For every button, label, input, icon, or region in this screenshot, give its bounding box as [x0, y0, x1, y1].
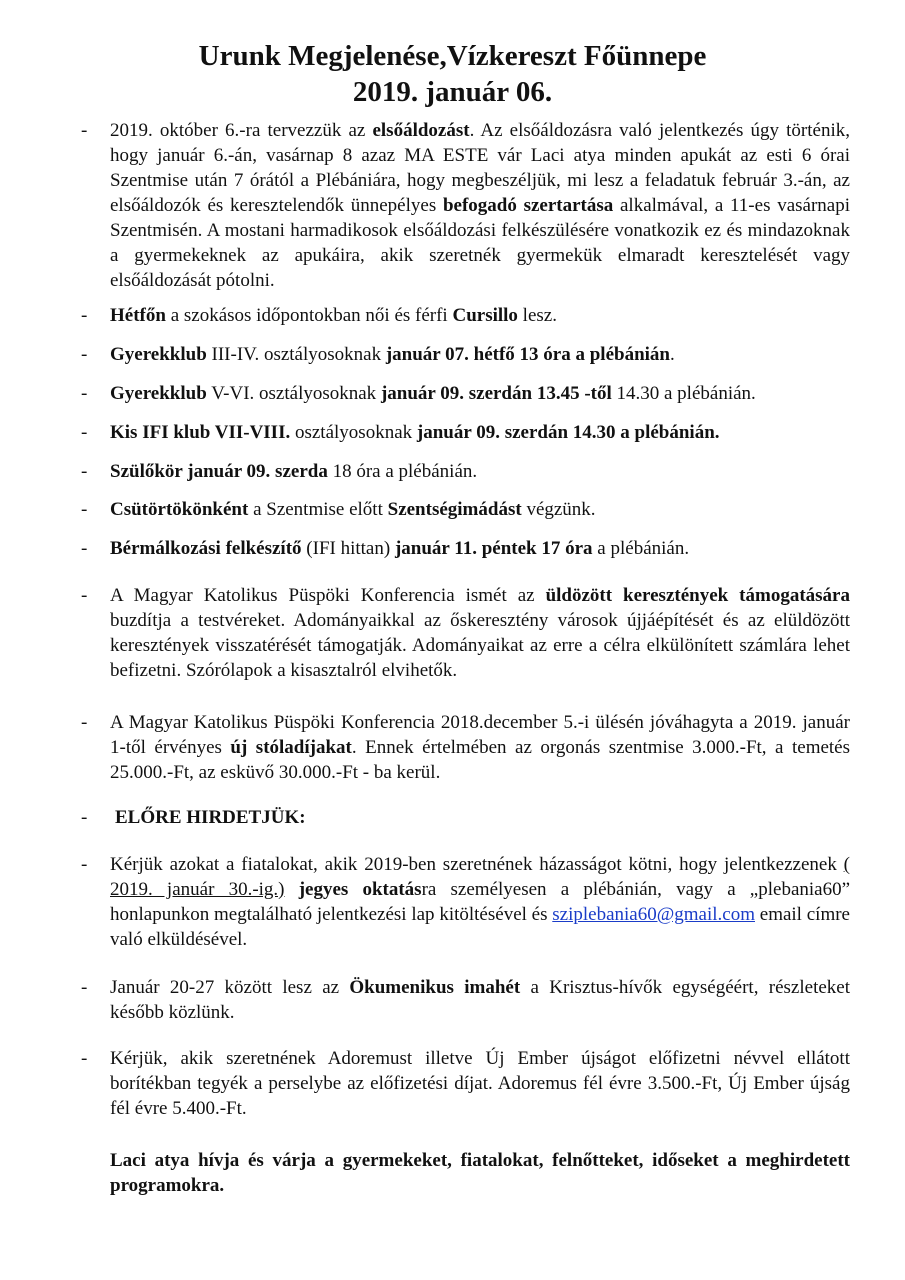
bullet-dash: -	[81, 305, 88, 326]
bullet-dash: -	[81, 712, 88, 733]
bullet-dash: -	[81, 422, 88, 443]
bullet-dash: -	[81, 461, 88, 482]
closing-invitation: Laci atya hívja és várja a gyermekeket, fiatalokat, felnőtteket, időseket a meghirdetett programokra.	[110, 1150, 850, 1196]
notice-cursillo: Hétfőn a szokásos időpontokban női és férfi Cursillo lesz.	[110, 305, 557, 326]
notice-youth-club: Kis IFI klub VII-VIII. osztályosoknak január 09. szerdán 14.30 a plébánián.	[110, 422, 720, 443]
bullet-dash: -	[81, 854, 88, 875]
notice-subscriptions: Kérjük, akik szeretnének Adoremust illetve Új Ember újságot előfizetni névvel ellátott borítékban tegyék a perselybe az előfizetési díjat. Adoremus fél évre 3.500.-Ft, Új Ember újság fél évre 5.400.-Ft.	[110, 1048, 850, 1119]
notice-first-communion: 2019. október 6.-ra tervezzük az elsőáldozást. Az elsőáldozásra való jelentkezés úgy történik, hogy január 6.-án, vasárnap 8 azaz MA ESTE vár Laci atya minden apukát az esti 6 órai Szentmise után 7 órától a Plébániára, hogy megbeszéljük, mi lesz a feladatuk február 3.-án, az elsőáldozók és keresztelendők ünnepélyes befogadó szertartása alkalmával, a 11-es vasárnapi Szentmisén. A mostani harmadikosok elsőáldozási felkészülésére vonatkozik ez és mindazoknak a gyermekeknek az apukáira, akik szeretnék gyermekük elmaradt keresztelését vagy elsőáldozását pótolni.	[110, 120, 850, 291]
announce-heading: ELŐRE HIRDETJÜK:	[115, 807, 306, 828]
bullet-dash: -	[81, 538, 88, 559]
page-date: 2019. január 06.	[352, 76, 553, 108]
notice-marriage-prep: Kérjük azokat a fiatalokat, akik 2019-ben szeretnének házasságot kötni, hogy jelentkezzenek ( 2019. január 30.-ig.) jegyes oktatásra személyesen a plébánián, vagy a „plebania60” honlapunkon megtalálható jelentkezési lap kitöltésével és sziplebania60@gmail.com email címre való elküldésével.	[110, 854, 851, 950]
bullet-dash: -	[81, 585, 88, 606]
bullet-dash: -	[81, 807, 88, 828]
notice-kids-club-5-6: Gyerekklub V-VI. osztályosoknak január 09. szerdán 13.45 -től 14.30 a plébánián.	[110, 383, 756, 404]
notice-persecuted-christians: A Magyar Katolikus Püspöki Konferencia ismét az üldözött keresztények támogatására buzdítja a testvéreket. Adományaikkal az őskeresztény városok újjáépítését és az elüldözött keresztények visszatérését támogatják. Adományaikat az erre a célra elkülönített számlára lehet befizetni. Szórólapok a kisasztalról elvihetők.	[110, 585, 850, 681]
notice-ecumenical-week: Január 20-27 között lesz az Ökumenikus imahét a Krisztus-hívők egységéért, részleteket később közlünk.	[110, 977, 850, 1023]
notice-confirmation-prep: Bérmálkozási felkészítő (IFI hittan) január 11. péntek 17 óra a plébánián.	[110, 538, 690, 559]
notice-parents-circle: Szülőkör január 09. szerda 18 óra a plébánián.	[110, 461, 478, 482]
bullet-dash: -	[81, 383, 88, 404]
bullet-dash: -	[81, 1048, 88, 1069]
notice-kids-club-3-4: Gyerekklub III-IV. osztályosoknak január 07. hétfő 13 óra a plébánián.	[110, 344, 675, 365]
notice-stole-fees: A Magyar Katolikus Püspöki Konferencia 2018.december 5.-i ülésén jóváhagyta a 2019. január 1-től érvényes új stóladíjakat. Ennek értelmében az orgonás szentmise 3.000.-Ft, a temetés 25.000.-Ft, az esküvő 30.000.-Ft - ba kerül.	[110, 712, 851, 783]
email-link[interactable]: sziplebania60@gmail.com	[552, 904, 755, 925]
page-title: Urunk Megjelenése,Vízkereszt Főünnepe	[198, 40, 707, 72]
bullet-dash: -	[81, 120, 88, 141]
bullet-dash: -	[81, 344, 88, 365]
notice-adoration: Csütörtökönként a Szentmise előtt Szentségimádást végzünk.	[110, 499, 596, 520]
bullet-dash: -	[81, 977, 88, 998]
bullet-dash: -	[81, 499, 88, 520]
